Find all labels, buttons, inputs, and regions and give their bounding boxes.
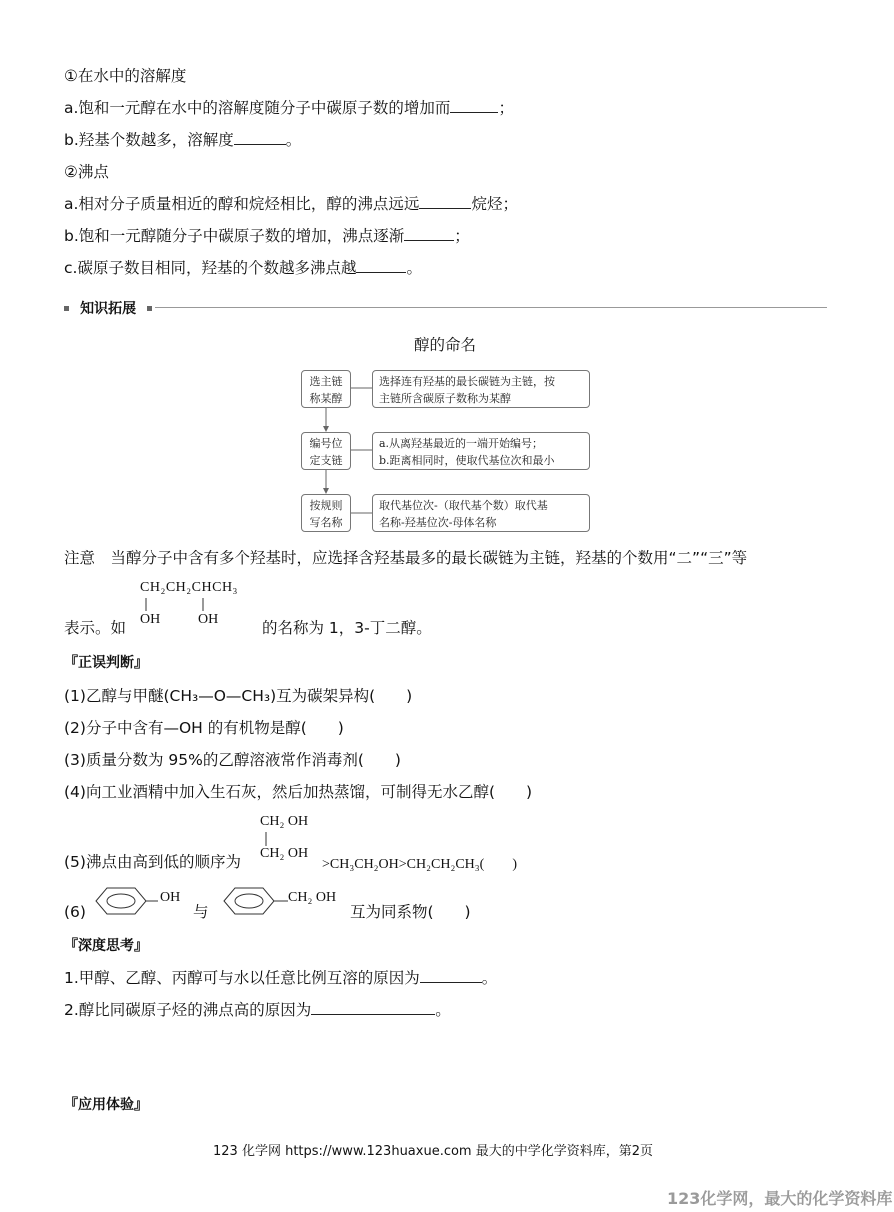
step3-left-line2: 写名称	[309, 516, 343, 529]
boiling-b-text: b.饱和一元醇随分子中碳原子数的增加，沸点逐渐	[64, 227, 405, 245]
section-extension	[64, 298, 152, 318]
step3-right-line1: 取代基位次-（取代基个数）取代基	[379, 499, 548, 512]
step2-right-box	[372, 432, 590, 470]
boiling-c-line	[64, 258, 422, 278]
answer-blank[interactable]	[404, 226, 454, 241]
solubility-b-end: 。	[285, 131, 302, 149]
solubility-heading: ①在水中的溶解度	[64, 67, 187, 85]
butanediol-oh-2: OH	[198, 612, 219, 627]
answer-blank[interactable]	[419, 194, 471, 209]
phenol-oh: OH	[160, 890, 181, 905]
boiling-a-line	[64, 194, 518, 214]
solubility-a-line	[64, 98, 514, 118]
application-header: 『应用体验』	[64, 1097, 148, 1113]
judgement-item-2: (2)分子中含有—OH 的有机物是醇( )	[64, 719, 344, 737]
bullet-icon	[147, 306, 152, 311]
boiling-c-end: 。	[406, 259, 422, 277]
answer-blank[interactable]	[450, 98, 498, 113]
step1-right-line2: 主链所含碳原子数称为某醇	[379, 392, 511, 405]
benzyl-group: CH₂ OH	[288, 890, 337, 905]
section-divider	[155, 307, 827, 308]
step1-left-line1: 选主链	[309, 375, 343, 388]
step2-right-line1: a.从离羟基最近的一端开始编号；	[379, 437, 544, 450]
answer-blank[interactable]	[420, 968, 482, 983]
step1-right-box	[372, 370, 590, 408]
boiling-b-line	[64, 226, 470, 246]
boiling-a-end: 烷烃；	[471, 195, 518, 213]
judgement-item-6-start: (6)	[64, 903, 86, 921]
step3-left-line1: 按规则	[309, 499, 343, 512]
flowchart-connectors	[290, 368, 390, 538]
step1-right-line1: 选择连有羟基的最长碳链为主链，按	[379, 375, 555, 388]
judgement-header: 『正误判断』	[64, 655, 148, 671]
solubility-a-text: a.饱和一元醇在水中的溶解度随分子中碳原子数的增加而	[64, 99, 451, 117]
section-extension-title: 知识拓展	[80, 301, 137, 317]
glycol-top: CH₂ OH	[260, 814, 309, 829]
boiling-heading: ②沸点	[64, 163, 109, 181]
benzene-ring-icon	[88, 884, 158, 918]
benzene-ring-icon	[216, 884, 290, 918]
note-line2-start: 表示。如	[64, 619, 127, 637]
judgement-item-5-start: (5)沸点由高到低的顺序为	[64, 853, 241, 871]
boiling-a-text: a.相对分子质量相近的醇和烷烃相比，醇的沸点远远	[64, 195, 420, 213]
deep-thinking-q2-text: 2.醇比同碳原子烃的沸点高的原因为	[64, 1001, 312, 1019]
solubility-b-line	[64, 130, 301, 150]
answer-blank[interactable]	[234, 130, 286, 145]
note-line1: 注意 当醇分子中含有多个羟基时，应选择含羟基最多的最长碳链为主链，羟基的个数用“二”“三”等	[64, 549, 748, 567]
judgement-item-6-mid: 与	[193, 903, 209, 921]
answer-blank[interactable]	[311, 1000, 435, 1015]
step2-left-line1: 编号位	[309, 437, 343, 450]
step1-left-line2: 称某醇	[309, 392, 343, 405]
deep-thinking-q1-end: 。	[481, 969, 498, 987]
note-line2-end: 的名称为 1，3-丁二醇。	[262, 619, 432, 637]
deep-thinking-q1	[64, 968, 497, 988]
step2-left-line2: 定支链	[309, 454, 343, 467]
page-footer: 123 化学网 https://www.123huaxue.com 最大的中学化学资料库，第2页	[213, 1144, 654, 1159]
step3-right-box	[372, 494, 590, 532]
step3-right-line2: 名称-羟基位次-母体名称	[379, 516, 497, 529]
boiling-c-text: c.碳原子数目相同，羟基的个数越多沸点越	[64, 259, 357, 277]
boiling-b-end: ；	[454, 227, 470, 245]
judgement-item-3: (3)质量分数为 95%的乙醇溶液常作消毒剂( )	[64, 751, 401, 769]
butanediol-oh-1: OH	[140, 612, 161, 627]
step2-right-line2: b.距离相同时，使取代基位次和最小	[379, 454, 555, 467]
deep-thinking-q1-text: 1.甲醇、乙醇、丙醇可与水以任意比例互溶的原因为	[64, 969, 420, 987]
answer-blank[interactable]	[356, 258, 406, 273]
naming-title: 醇的命名	[414, 336, 477, 354]
judgement-item-1: (1)乙醇与甲醚(CH₃—O—CH₃)互为碳架异构( )	[64, 687, 413, 705]
judgement-item-5-end: >CH₃CH₂OH>CH₂CH₂CH₃( )	[322, 857, 517, 872]
watermark: 123化学网，最大的化学资料库	[667, 1189, 893, 1208]
butanediol-chain: CH₂CH₂CHCH₃	[140, 580, 238, 595]
glycol-bottom: CH₂ OH	[260, 846, 309, 861]
solubility-a-end: ；	[498, 99, 514, 117]
solubility-b-text: b.羟基个数越多，溶解度	[64, 131, 234, 149]
judgement-item-4: (4)向工业酒精中加入生石灰，然后加热蒸馏，可制得无水乙醇( )	[64, 783, 533, 801]
deep-thinking-q2	[64, 1000, 451, 1020]
judgement-item-6-end: 互为同系物( )	[350, 903, 471, 921]
deep-thinking-q2-end: 。	[435, 1001, 451, 1019]
deep-thinking-header: 『深度思考』	[64, 938, 148, 954]
bullet-icon	[64, 306, 69, 311]
